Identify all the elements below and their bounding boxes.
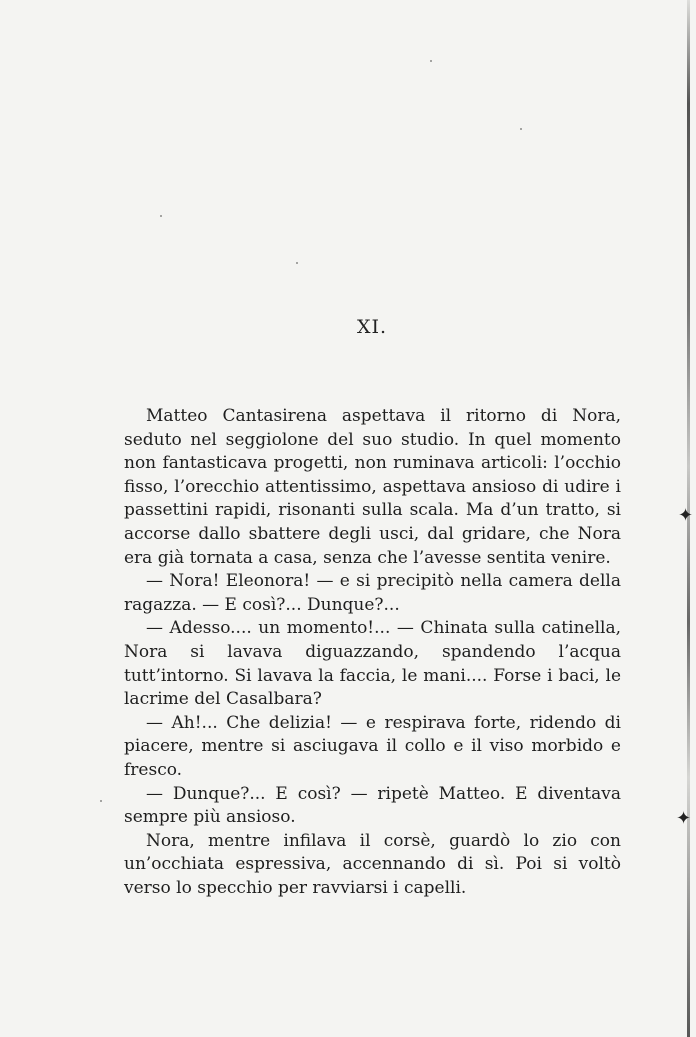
paper-speck <box>430 60 432 62</box>
margin-mark: ✦ <box>678 505 694 526</box>
paragraph: Nora, mentre infilava il corsè, guardò lo zio con un’occhiata espressiva, accennando di sì. Poi si voltò verso lo specchio per ravviarsi i capelli. <box>124 830 621 898</box>
chapter-title: XI. <box>356 316 388 338</box>
paper-speck <box>160 215 162 217</box>
paragraph: — Adesso.... un momento!... — Chinata sulla catinella, Nora si lavava diguazzando, spandendo l’acqua tutt’intorno. Si lavava la faccia, le mani.... Forse i baci, le lacrime del Casalbara? <box>124 618 621 710</box>
paper-speck <box>296 262 298 264</box>
paragraph: — Dunque?... E così? — ripetè Matteo. E diventava sempre più ansioso. <box>124 783 621 828</box>
margin-mark: ✦ <box>676 808 692 829</box>
paragraph: — Ah!... Che delizia! — e respirava forte, ridendo di piacere, mentre si asciugava il collo e il viso morbido e fresco. <box>124 712 621 780</box>
paper-speck <box>520 128 522 130</box>
paper-speck <box>100 800 102 802</box>
paragraph: — Nora! Eleonora! — e si precipitò nella camera della ragazza. — E così?... Dunque?... <box>124 571 621 615</box>
paragraph: Matteo Cantasirena aspettava il ritorno di Nora, seduto nel seggiolone del suo studio. In quel momento non fantasticava progetti, non ruminava articoli: l’occhio fisso, l’orecchio attentissimo, aspettava ansioso di udire i passettini rapidi, risonanti sulla scala. Ma d’un tratto, si accorse dallo sbattere degli usci, dal gridare, che Nora era già tornata a casa, senza che l’avesse sentita venire. <box>124 406 621 568</box>
body-text <box>124 405 621 900</box>
